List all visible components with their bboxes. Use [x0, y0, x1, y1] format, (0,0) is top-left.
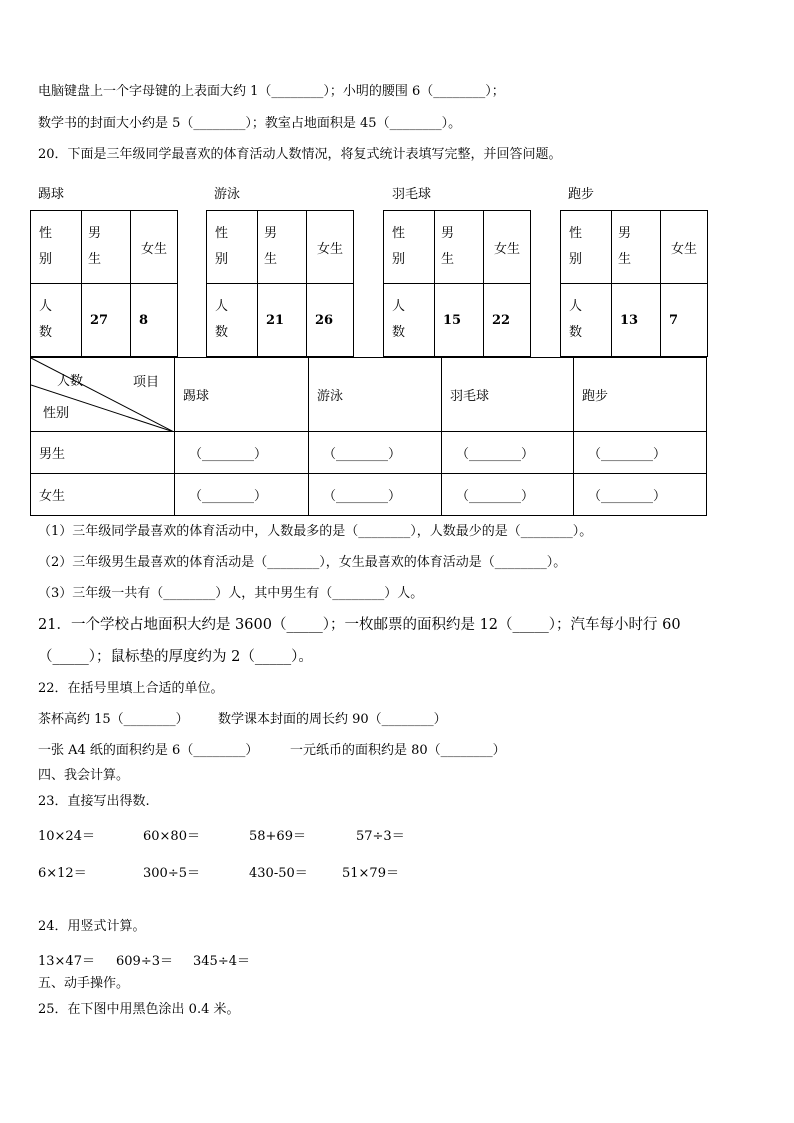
combined-stat-table: [30, 357, 707, 516]
calc-item: 300÷5＝: [143, 866, 200, 881]
table-title-running: 跑步: [568, 187, 595, 202]
girls-count: 8: [131, 284, 178, 357]
calc-item: 6×12＝: [38, 866, 87, 881]
table-badminton: [383, 210, 531, 357]
q20-sub3: （3）三年级一共有（________）人，其中男生有（________）人。: [38, 586, 424, 601]
vertical-calc-item: 345÷4＝: [193, 954, 250, 969]
answer-blank[interactable]: （________）: [309, 474, 442, 516]
q20-sub2: （2）三年级男生最喜欢的体育活动是（________），女生最喜欢的体育活动是（________）。: [38, 555, 567, 570]
header-girls: 女生: [131, 211, 178, 284]
header-boys: 男 生: [435, 211, 484, 284]
girls-count: 22: [484, 284, 531, 357]
q20-sub1: （1）三年级同学最喜欢的体育活动中，人数最多的是（________），人数最少的是（________）。: [38, 524, 593, 539]
header-gender: 性 别: [207, 211, 258, 284]
header-gender: 性 别: [384, 211, 435, 284]
header-gender: 性 别: [561, 211, 612, 284]
q24-title: 24．用竖式计算。: [38, 919, 146, 934]
calc-item: 58+69＝: [249, 829, 306, 844]
header-count: 人 数: [207, 284, 258, 357]
header-girls: 女生: [307, 211, 354, 284]
q25-title: 25．在下图中用黑色涂出 0.4 米。: [38, 1002, 240, 1017]
table-football: [30, 210, 178, 357]
col-badminton: 羽毛球: [442, 358, 574, 432]
answer-blank[interactable]: （________）: [574, 474, 707, 516]
corner-item-label: 项目: [133, 375, 160, 390]
q23-title: 23．直接写出得数.: [38, 794, 150, 809]
q22-item-d: 一元纸币的面积约是 80（________）: [290, 743, 506, 758]
table-title-badminton: 羽毛球: [392, 187, 432, 202]
q22-item-b: 数学课本封面的周长约 90（________）: [218, 712, 447, 727]
header-count: 人 数: [561, 284, 612, 357]
corner-count-label: 人数: [57, 374, 84, 389]
vertical-calc-item: 609÷3＝: [116, 954, 173, 969]
section-5-heading: 五、动手操作。: [38, 976, 130, 991]
corner-gender-label: 性别: [43, 406, 70, 421]
q22-item-c: 一张 A4 纸的面积约是 6（________）: [38, 743, 259, 758]
q21-line-2: （_____）；鼠标垫的厚度约为 2（_____）。: [38, 649, 313, 665]
row-girls-label: 女生: [31, 474, 175, 516]
answer-blank[interactable]: （________）: [175, 474, 309, 516]
header-count: 人 数: [384, 284, 435, 357]
boys-count: 21: [258, 284, 307, 357]
calc-item: 60×80＝: [143, 829, 200, 844]
boys-count: 13: [612, 284, 661, 357]
answer-blank[interactable]: （________）: [574, 432, 707, 474]
calc-item: 57÷3＝: [356, 829, 405, 844]
girls-count: 26: [307, 284, 354, 357]
table-swimming: [206, 210, 354, 357]
boys-count: 15: [435, 284, 484, 357]
girls-count: 7: [661, 284, 708, 357]
unit-question-line-2: 数学书的封面大小约是 5（________）；教室占地面积是 45（________）。: [38, 116, 462, 131]
row-boys-label: 男生: [31, 432, 175, 474]
header-girls: 女生: [661, 211, 708, 284]
table-running: [560, 210, 708, 357]
table-title-swimming: 游泳: [214, 187, 241, 202]
header-boys: 男 生: [612, 211, 661, 284]
calc-item: 51×79＝: [342, 866, 399, 881]
table-title-football: 踢球: [38, 187, 65, 202]
header-boys: 男 生: [258, 211, 307, 284]
header-boys: 男 生: [82, 211, 131, 284]
col-swimming: 游泳: [309, 358, 442, 432]
q20-title: 20．下面是三年级同学最喜欢的体育活动人数情况，将复式统计表填写完整，并回答问题。: [38, 147, 562, 162]
calc-item: 10×24＝: [38, 829, 95, 844]
col-running: 跑步: [574, 358, 707, 432]
vertical-calc-item: 13×47＝: [38, 954, 95, 969]
col-football: 踢球: [175, 358, 309, 432]
calc-item: 430-50＝: [249, 866, 308, 881]
boys-count: 27: [82, 284, 131, 357]
header-count: 人 数: [31, 284, 82, 357]
header-gender: 性 别: [31, 211, 82, 284]
unit-question-line-1: 电脑键盘上一个字母键的上表面大约 1（________）；小明的腰围 6（________）；: [38, 84, 505, 99]
section-4-heading: 四、我会计算。: [38, 768, 130, 783]
answer-blank[interactable]: （________）: [175, 432, 309, 474]
q21-line-1: 21．一个学校占地面积大约是 3600（_____）；一枚邮票的面积约是 12（_____）；汽车每小时行 60: [38, 617, 681, 633]
corner-header-cell: [31, 358, 175, 432]
answer-blank[interactable]: （________）: [309, 432, 442, 474]
q22-item-a: 茶杯高约 15（________）: [38, 712, 189, 727]
answer-blank[interactable]: （________）: [442, 474, 574, 516]
answer-blank[interactable]: （________）: [442, 432, 574, 474]
q22-title: 22．在括号里填上合适的单位。: [38, 681, 224, 696]
header-girls: 女生: [484, 211, 531, 284]
